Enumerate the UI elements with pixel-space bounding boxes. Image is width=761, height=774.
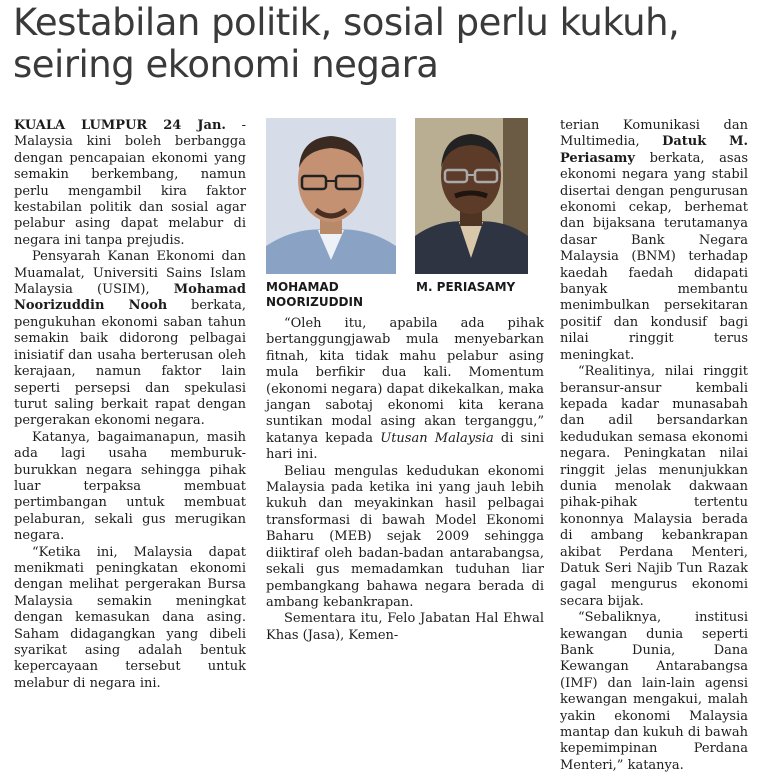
portrait-photo-noorizuddin [266, 118, 396, 274]
photo-caption-noorizuddin: MOHAMAD NOORIZUDDIN [266, 280, 364, 309]
headline-line-2: seiring ekonomi negara [13, 43, 439, 86]
person-name: Datuk M. Periasamy [560, 134, 748, 166]
paragraph: Katanya, bagaimanapun, masih ada lagi usaha memburuk-burukkan negara sehingga pihak luar terpaksa membuat pertimbangan untuk membuat pelaburan, sekali gus merugikan negara. [14, 429, 246, 544]
paragraph: Beliau mengulas kedudukan ekonomi Malaysia pada ketika ini yang jauh lebih kukuh dan meyakinkan hasil pelbagai transformasi di bawah Model Ekonomi Baharu (MEB) sejak 2009 sehingga diiktiraf oleh badan-badan antarabangsa, sekali gus memadamkan tuduhan liar pembangkang bahawa negara berada di ambang kebankrapan. [266, 463, 544, 610]
headline-line-1: Kestabilan politik, sosial perlu kukuh, [13, 1, 680, 44]
article-column-2 [266, 316, 544, 644]
portrait-photo-periasamy [415, 118, 528, 274]
headline [13, 2, 753, 86]
paragraph: “Oleh itu, apabila ada pihak bertanggungjawab mula menyebarkan fitnah, kita tidak mahu pelabur asing mula berfikir dua kali. Momentum (ekonomi negara) dapat dikekalkan, maka jangan sabotaj ekonomi kita kerana suntikan modal asing akan terganggu,” katanya kepada Utusan Malaysia di sini hari ini. [266, 316, 544, 463]
paragraph: “Ketika ini, Malaysia dapat menikmati peningkatan ekonomi dengan melihat pergerakan Bursa Malaysia semakin meningkat dengan kemasukan dana asing. Saham didagangkan yang dibeli syarikat asing adalah bentuk kepercayaan tersebut untuk melabur di negara ini. [14, 544, 246, 691]
photo-caption-periasamy: M. PERIASAMY [416, 280, 516, 294]
article-column-3 [560, 118, 748, 774]
portrait-illustration [415, 118, 528, 274]
paragraph: Sementara itu, Felo Jabatan Hal Ehwal Khas (Jasa), Kemen- [266, 611, 544, 643]
person-name: Mohamad Noorizuddin Nooh [14, 282, 246, 314]
paragraph: Pensyarah Kanan Ekonomi dan Muamalat, Universiti Sains Islam Malaysia (USIM), Mohamad Noorizuddin Nooh berkata, pengukuhan ekonomi saban tahun semakin baik didorong pelbagai inisiatif dan usaha berterusan oleh kerajaan, namun faktor lain seperti persepsi dan spekulasi turut saling berkait rapat dengan pergerakan ekonomi negara. [14, 249, 246, 429]
paragraph: terian Komunikasi dan Multimedia, Datuk M. Periasamy berkata, asas ekonomi negara yang stabil disertai dengan pengurusan ekonomi cekap, berhemat dan bijaksana terutamanya dasar Bank Negara Malaysia (BNM) terhadap kaedah faedah didapati banyak membantu menimbulkan persekitaran positif dan kondusif bagi nilai ringgit terus meningkat. [560, 118, 748, 363]
paragraph: “Realitinya, nilai ringgit beransur-ansur kembali kepada kadar munasabah dan adil bersandarkan kedudukan semasa ekonomi negara. Peningkatan nilai ringgit jelas menunjukkan dunia menolak dakwaan pihak-pihak tertentu kononnya Malaysia berada di ambang kebankrapan akibat Perdana Menteri, Datuk Seri Najib Tun Razak gagal mengurus ekonomi secara bijak. [560, 364, 748, 609]
paragraph: “Sebaliknya, institusi kewangan dunia seperti Bank Dunia, Dana Kewangan Antarabangsa (IMF) dan lain-lain agensi kewangan mengakui, malah yakin ekonomi Malaysia mantap dan kukuh di bawah kepemimpinan Perdana Menteri,” katanya. [560, 610, 748, 773]
article-column-1 [14, 118, 246, 692]
dateline: KUALA LUMPUR 24 Jan. [14, 118, 226, 133]
paragraph-lead: KUALA LUMPUR 24 Jan. - Malaysia kini boleh berbangga dengan pencapaian ekonomi yang semakin berkembang, namun perlu mengambil kira faktor kestabilan politik dan sosial agar pelabur asing dapat melabur di negara ini tanpa prejudis. [14, 118, 246, 248]
publication-name: Utusan Malaysia [380, 430, 494, 446]
portrait-illustration [266, 118, 396, 274]
